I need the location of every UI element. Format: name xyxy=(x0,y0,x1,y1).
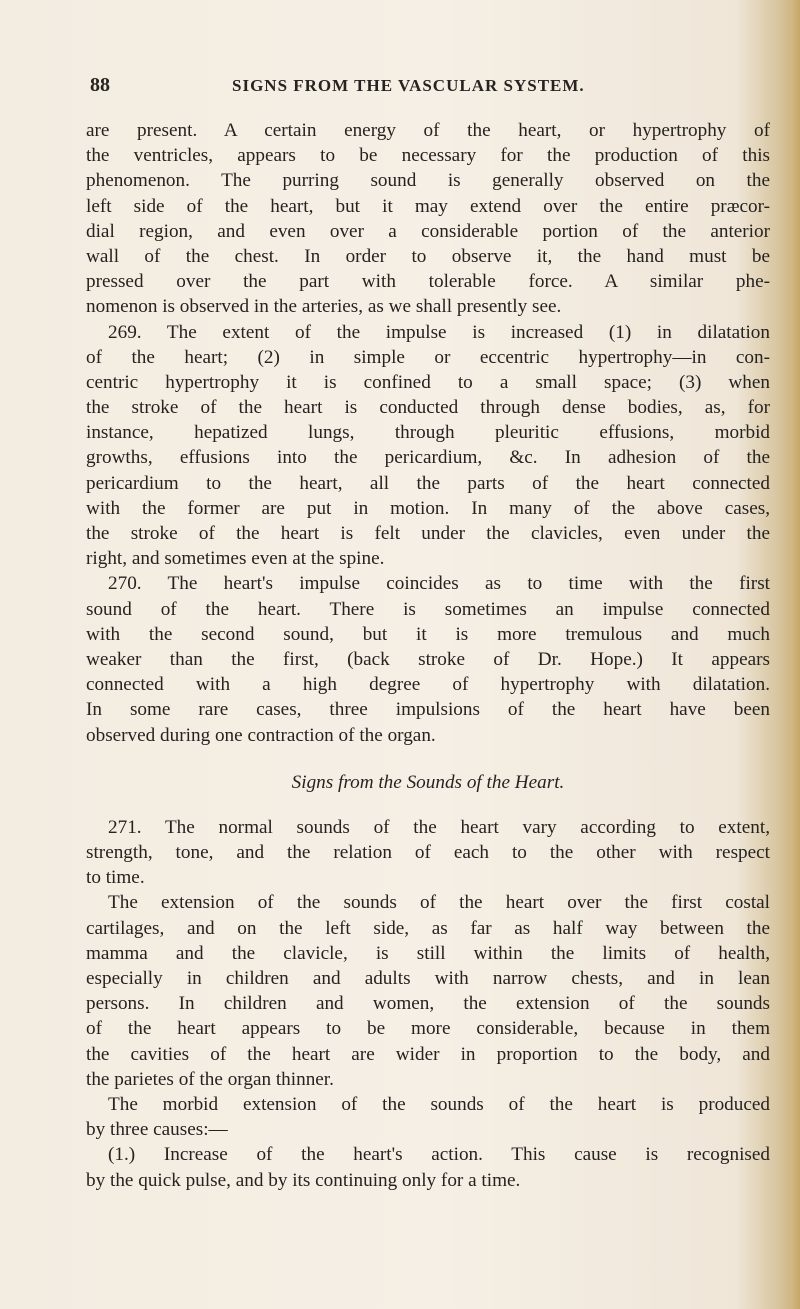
text-line: left side of the heart, but it may extend over the entire præcor- xyxy=(86,195,770,217)
text-line: observed during one contraction of the organ. xyxy=(86,724,436,746)
paragraph-270-start: 270. The heart's impulse coincides as to time with the first xyxy=(108,573,770,595)
section-subheading: Signs from the Sounds of the Heart. xyxy=(291,771,565,793)
text-line: sound of the heart. There is sometimes an impulse connected xyxy=(86,598,770,620)
paragraph-start: (1.) Increase of the heart's action. This cause is recognised xyxy=(108,1144,770,1166)
paragraph-269-start: 269. The extent of the impulse is increased (1) in dilatation xyxy=(108,321,770,343)
text-line: centric hypertrophy it is confined to a small space; (3) when xyxy=(86,371,770,393)
text-line: of the heart; (2) in simple or eccentric hypertrophy—in con- xyxy=(86,346,770,368)
text-line: persons. In children and women, the extension of the sounds xyxy=(86,993,770,1015)
text-line: the ventricles, appears to be necessary for the production of this xyxy=(86,145,770,167)
text-line: weaker than the first, (back stroke of Dr. Hope.) It appears xyxy=(86,648,770,670)
paragraph-start: The morbid extension of the sounds of the heart is produced xyxy=(108,1093,770,1115)
text-line: by the quick pulse, and by its continuing only for a time. xyxy=(86,1169,521,1191)
text-line: dial region, and even over a considerable portion of the anterior xyxy=(86,220,770,242)
text-line: instance, hepatized lungs, through pleuritic effusions, morbid xyxy=(86,422,770,444)
text-line: growths, effusions into the pericardium, &c. In adhesion of the xyxy=(86,447,770,469)
text-line: wall of the chest. In order to observe it, the hand must be xyxy=(86,245,770,267)
text-line: strength, tone, and the relation of each to the other with respect xyxy=(86,842,770,864)
text-line: the stroke of the heart is felt under the clavicles, even under the xyxy=(86,523,770,544)
text-line: are present. A certain energy of the heart, or hypertrophy of xyxy=(86,120,770,141)
text-line: to time. xyxy=(86,867,145,889)
paragraph-start: The extension of the sounds of the heart over the first costal xyxy=(108,892,770,914)
paragraph-271-start: 271. The normal sounds of the heart vary according to extent, xyxy=(108,816,770,838)
body-text xyxy=(86,118,770,1193)
text-line: the parietes of the organ thinner. xyxy=(86,1068,334,1090)
text-line: In some rare cases, three impulsions of the heart have been xyxy=(86,699,770,721)
text-line: phenomenon. The purring sound is generally observed on the xyxy=(86,170,770,192)
page-header xyxy=(90,74,770,104)
text-line: nomenon is observed in the arteries, as we shall presently see. xyxy=(86,296,562,318)
text-line: especially in children and adults with narrow chests, and in lean xyxy=(86,968,770,989)
text-line: the stroke of the heart is conducted through dense bodies, as, for xyxy=(86,397,770,419)
text-line: right, and sometimes even at the spine. xyxy=(86,548,385,570)
running-head: SIGNS FROM THE VASCULAR SYSTEM. xyxy=(232,76,585,95)
page-number: 88 xyxy=(90,74,110,96)
text-line: cartilages, and on the left side, as far as half way between the xyxy=(86,917,770,939)
text-line: connected with a high degree of hypertrophy with dilatation. xyxy=(86,674,770,696)
text-line: the cavities of the heart are wider in proportion to the body, and xyxy=(86,1043,770,1065)
text-line: mamma and the clavicle, is still within the limits of health, xyxy=(86,942,770,964)
text-line: by three causes:— xyxy=(86,1119,228,1141)
text-line: of the heart appears to be more considerable, because in them xyxy=(86,1018,770,1040)
text-line: pressed over the part with tolerable force. A similar phe- xyxy=(86,271,770,293)
text-line: pericardium to the heart, all the parts of the heart connected xyxy=(86,472,770,494)
page-edge xyxy=(786,0,800,1309)
text-line: with the former are put in motion. In many of the above cases, xyxy=(86,497,770,519)
text-line: with the second sound, but it is more tremulous and much xyxy=(86,623,770,645)
